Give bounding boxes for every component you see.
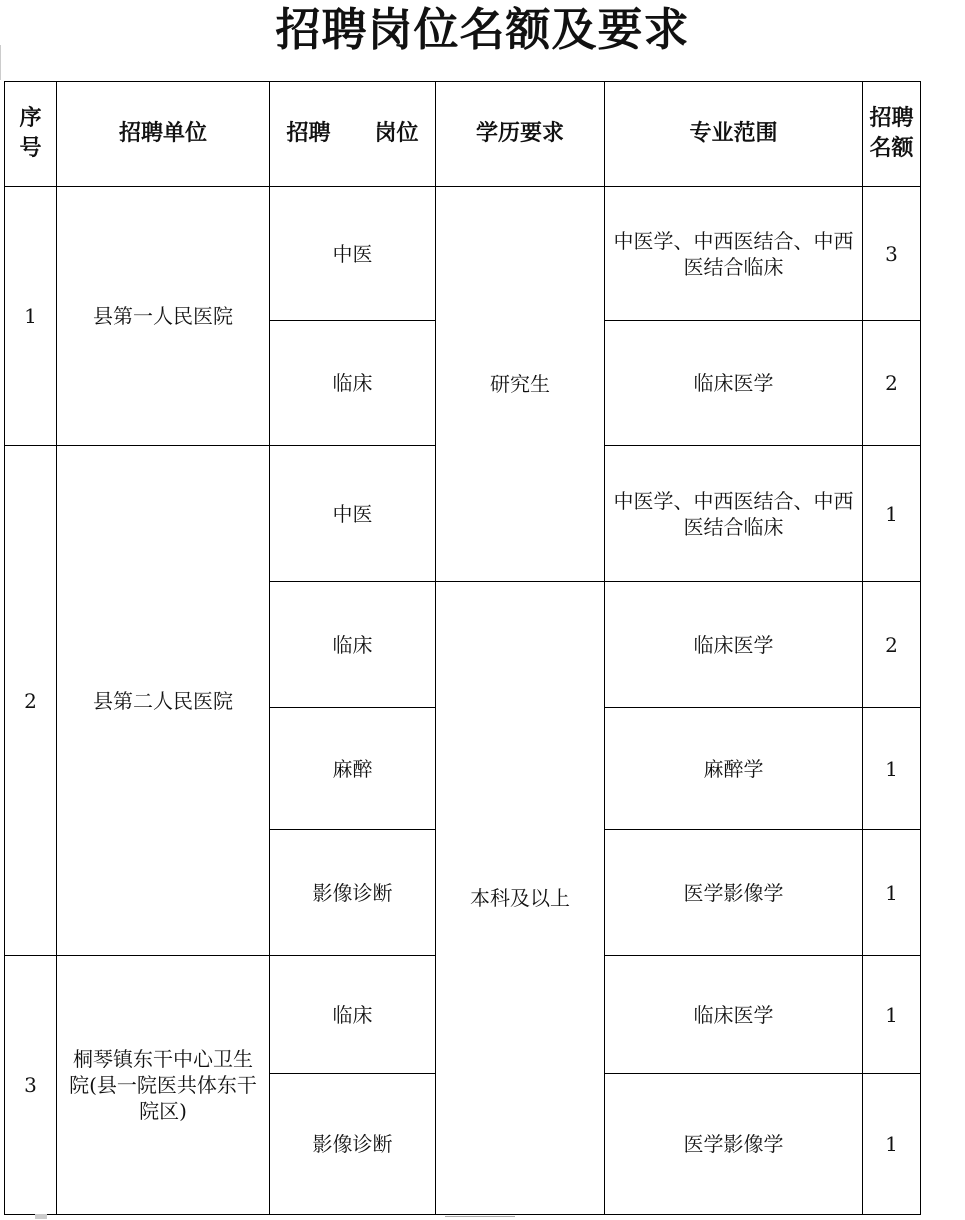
page-title: 招聘岗位名额及要求: [275, 3, 690, 56]
quota-cell: 1: [863, 446, 921, 582]
header-row: [5, 82, 921, 187]
major-cell: 医学影像学: [605, 1074, 863, 1215]
quota-cell: 1: [863, 830, 921, 956]
header-edu: 学历要求: [436, 82, 605, 187]
post-cell: 临床: [270, 321, 436, 446]
header-unit: 招聘单位: [57, 82, 270, 187]
post-cell: 临床: [270, 956, 436, 1074]
major-cell: 临床医学: [605, 582, 863, 708]
major-cell: 临床医学: [605, 956, 863, 1074]
header-quota: 招聘名额: [863, 82, 921, 187]
quota-cell: 1: [863, 708, 921, 830]
post-cell: 临床: [270, 582, 436, 708]
header-major: 专业范围: [605, 82, 863, 187]
quota-cell: 3: [863, 187, 921, 321]
quota-cell: 1: [863, 1074, 921, 1215]
post-cell: 中医: [270, 187, 436, 321]
edu-cell: 研究生: [436, 187, 605, 582]
major-cell: 麻醉学: [605, 708, 863, 830]
seq-cell: 2: [5, 446, 57, 956]
major-cell: 医学影像学: [605, 830, 863, 956]
unit-cell: 县第二人民医院: [57, 446, 270, 956]
seq-cell: 1: [5, 187, 57, 446]
table-row: [5, 187, 921, 321]
post-cell: 中医: [270, 446, 436, 582]
major-cell: 临床医学: [605, 321, 863, 446]
post-cell: 麻醉: [270, 708, 436, 830]
unit-cell: 县第一人民医院: [57, 187, 270, 446]
major-cell: 中医学、中西医结合、中西医结合临床: [605, 446, 863, 582]
post-cell: 影像诊断: [270, 830, 436, 956]
seq-cell: 3: [5, 956, 57, 1215]
quota-cell: 2: [863, 321, 921, 446]
header-seq: 序号: [5, 82, 57, 187]
edu-cell: 本科及以上: [436, 582, 605, 1215]
quota-cell: 2: [863, 582, 921, 708]
major-cell: 中医学、中西医结合、中西医结合临床: [605, 187, 863, 321]
page-edge-mark: [35, 1214, 47, 1219]
page-edge-mark: [445, 1216, 515, 1220]
quota-cell: 1: [863, 956, 921, 1074]
recruitment-table: [4, 81, 921, 1215]
unit-cell: 桐琴镇东干中心卫生院(县一院医共体东干院区): [57, 956, 270, 1215]
post-cell: 影像诊断: [270, 1074, 436, 1215]
header-post: 招聘 岗位: [270, 82, 436, 187]
